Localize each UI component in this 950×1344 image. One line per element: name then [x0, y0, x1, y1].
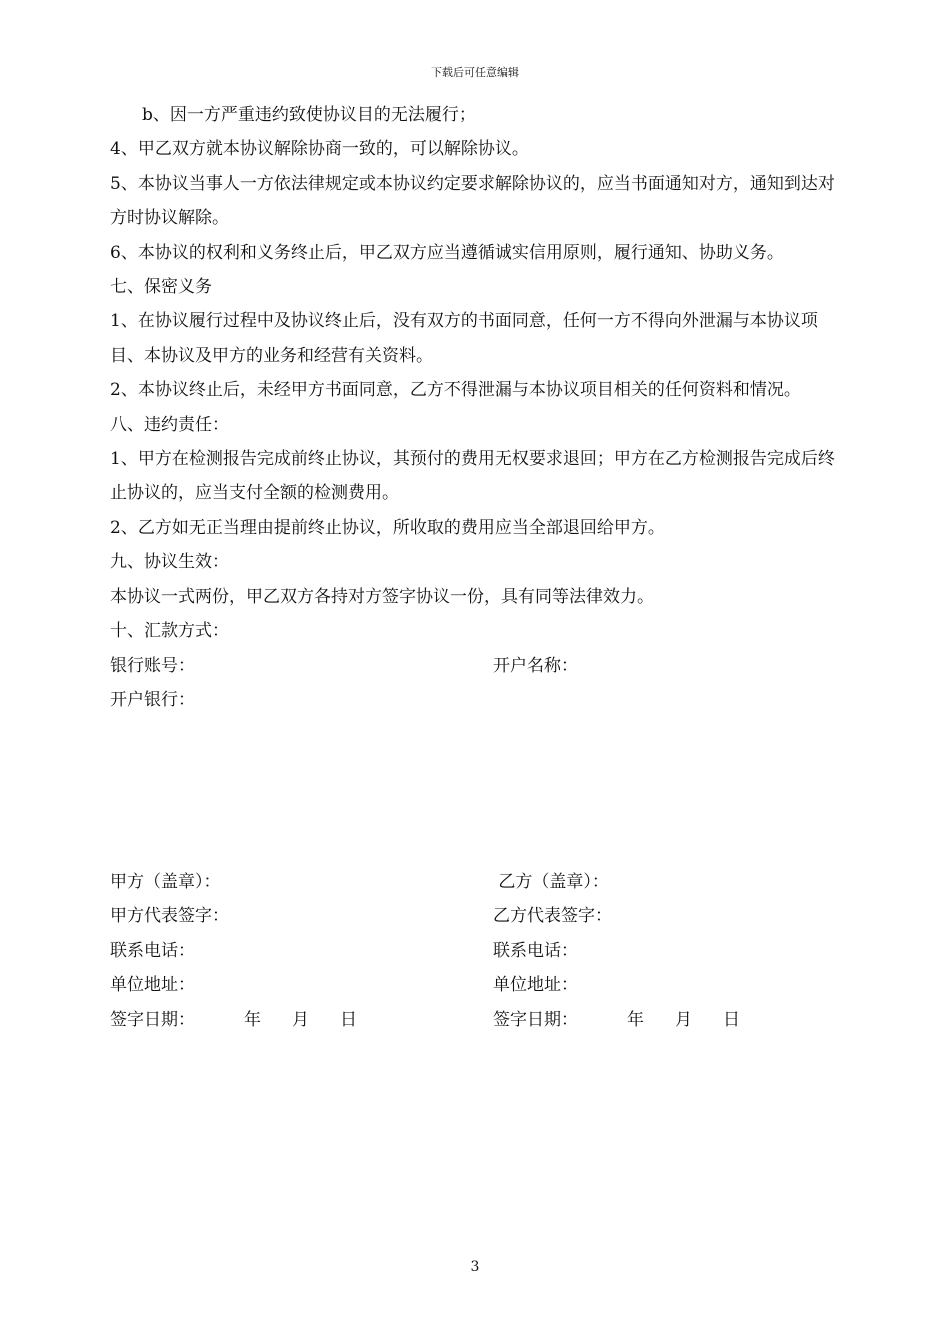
signature-row-seal: [110, 867, 846, 901]
party-a-rep-label: 甲方代表签字：: [110, 906, 229, 927]
page-header: 下载后可任意编辑: [431, 66, 519, 79]
bank-name-label: 开户银行：: [110, 689, 195, 710]
party-b-day: 日: [723, 1009, 740, 1030]
party-a-date: [110, 1005, 493, 1039]
party-b-date-label: 签字日期：: [493, 1009, 578, 1030]
page-number: 3: [470, 1259, 480, 1275]
signature-row-rep: [110, 901, 846, 935]
signature-row-date: [110, 1005, 846, 1039]
party-a-day: 日: [340, 1009, 357, 1030]
document-body: [110, 98, 846, 717]
account-name-label: 开户名称：: [493, 655, 578, 676]
paragraph-6: 6、本协议的权利和义务终止后，甲乙双方应当遵循诚实信用原则，履行通知、协助义务。: [110, 242, 784, 263]
paragraph-confidentiality-2: 2、本协议终止后，未经甲方书面同意，乙方不得泄漏与本协议项目相关的任何资料和情况。: [110, 380, 801, 401]
bank-account-label: 银行账号：: [110, 655, 195, 676]
bank-row-1: [110, 649, 846, 683]
party-b-date: [493, 1005, 771, 1039]
party-a-seal-label: 甲方（盖章）：: [110, 872, 221, 892]
bank-row-2: [110, 683, 846, 717]
paragraph-b: b、因一方严重违约致使协议目的无法履行；: [142, 105, 476, 125]
paragraph-liability-1: 1、甲方在检测报告完成前终止协议，其预付的费用无权要求退回；甲方在乙方检测报告完成后终止协议的，应当支付全额的检测费用。: [110, 449, 835, 504]
party-b-address-label: 单位地址：: [493, 975, 578, 996]
paragraph-confidentiality-1: 1、在协议履行过程中及协议终止后，没有双方的书面同意，任何一方不得向外泄漏与本协议项目、本协议及甲方的业务和经营有关资料。: [110, 311, 818, 366]
party-a-phone-label: 联系电话：: [110, 940, 195, 961]
party-a-month: 月: [292, 1009, 309, 1030]
signature-block: [110, 867, 846, 1039]
party-b-seal-label: 乙方（盖章）：: [493, 872, 609, 892]
party-a-date-label: 签字日期：: [110, 1009, 195, 1030]
party-b-year: 年: [627, 1009, 644, 1030]
party-b-month: 月: [675, 1009, 692, 1030]
signature-row-address: [110, 970, 846, 1004]
paragraph-effect: 本协议一式两份，甲乙双方各持对方签字协议一份，具有同等法律效力。: [110, 586, 654, 607]
paragraph-liability-2: 2、乙方如无正当理由提前终止协议，所收取的费用应当全部退回给甲方。: [110, 517, 665, 538]
section-heading-confidentiality: 七、保密义务: [110, 277, 212, 298]
section-heading-payment: 十、汇款方式：: [110, 621, 229, 642]
party-a-year: 年: [244, 1009, 261, 1030]
section-heading-liability: 八、违约责任：: [110, 414, 229, 435]
signature-row-phone: [110, 936, 846, 970]
party-b-rep-label: 乙方代表签字：: [493, 906, 612, 927]
party-a-address-label: 单位地址：: [110, 975, 195, 996]
party-b-phone-label: 联系电话：: [493, 940, 578, 961]
section-heading-effect: 九、协议生效：: [110, 552, 229, 573]
paragraph-5: 5、本协议当事人一方依法律规定或本协议约定要求解除协议的，应当书面通知对方，通知到达对方时协议解除。: [110, 173, 835, 229]
paragraph-4: 4、甲乙双方就本协议解除协商一致的，可以解除协议。: [110, 139, 529, 160]
